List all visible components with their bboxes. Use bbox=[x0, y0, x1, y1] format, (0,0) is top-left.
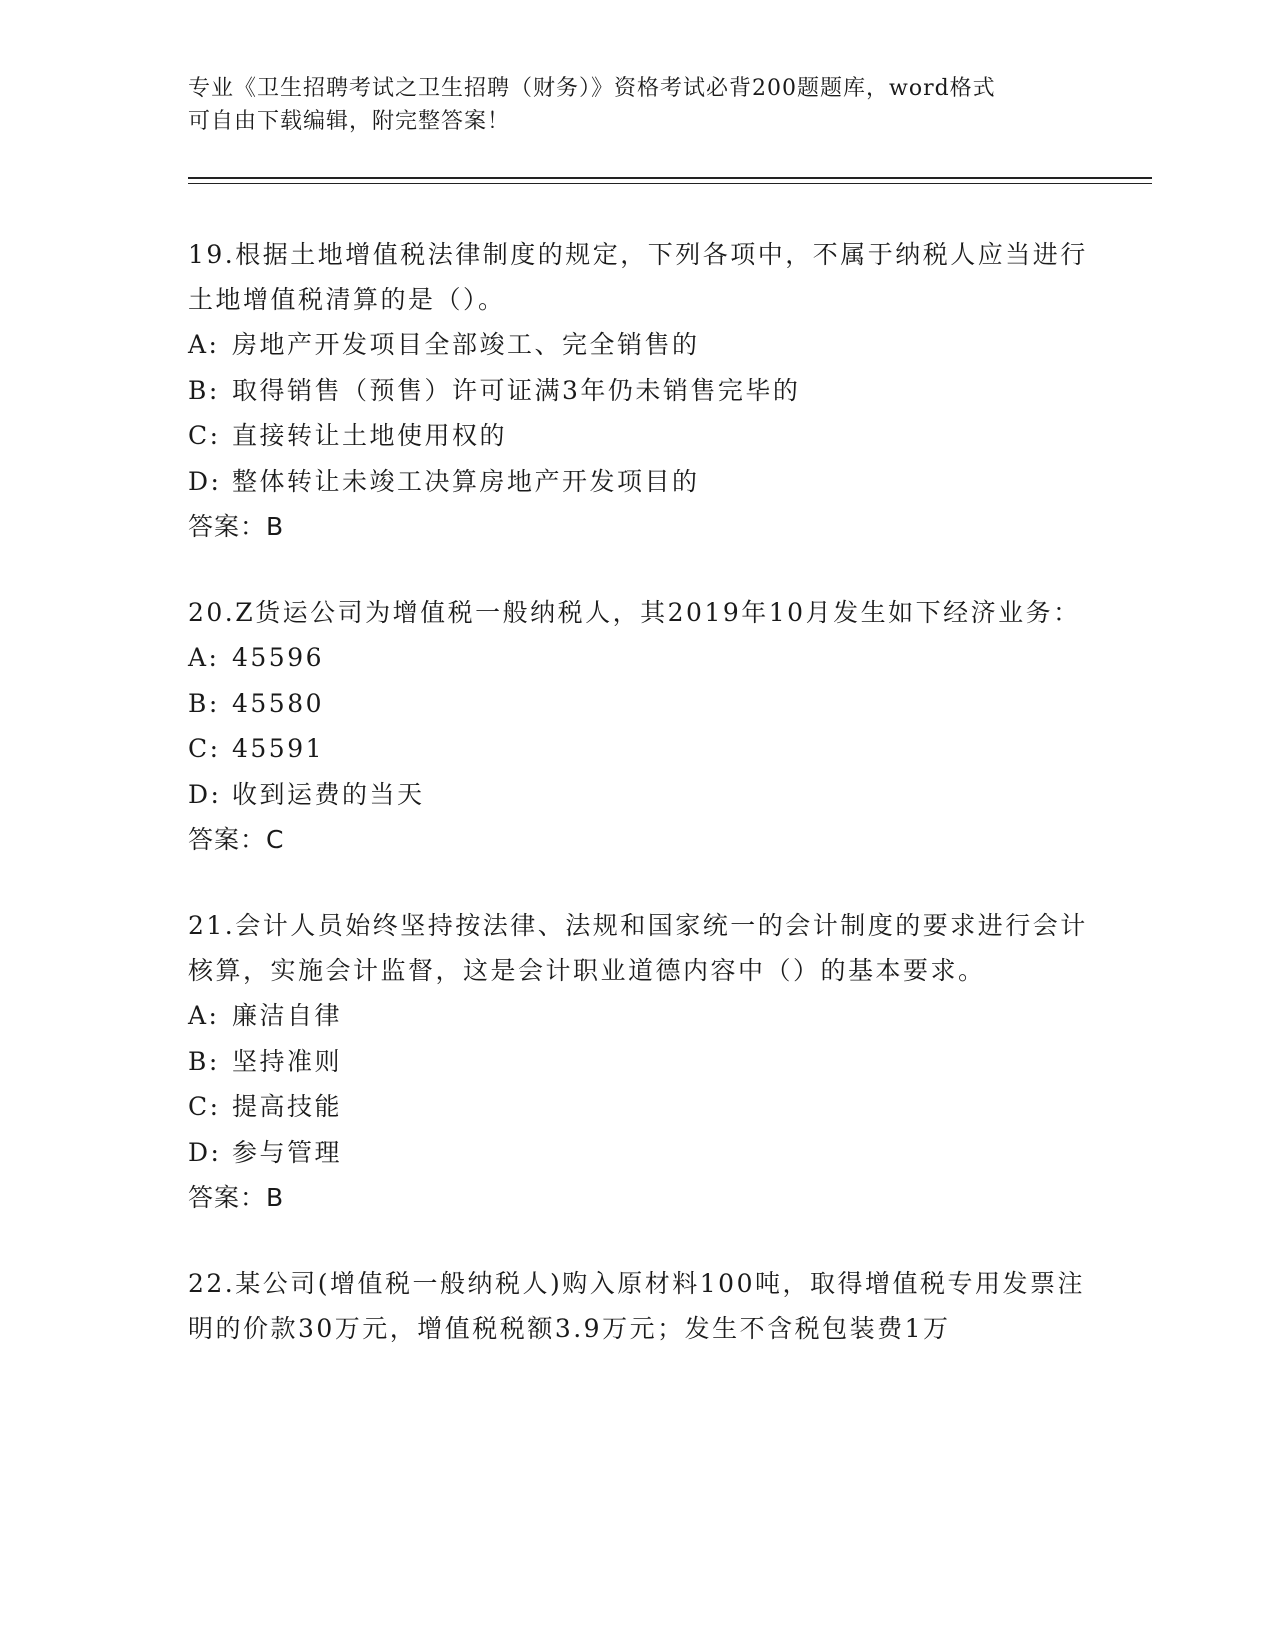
question-list bbox=[188, 232, 1088, 1391]
option-letter: D: bbox=[188, 1137, 222, 1167]
option-letter: A: bbox=[188, 330, 220, 359]
option-letter: B: bbox=[188, 1046, 220, 1076]
option-text: 房地产开发项目全部竣工、完全销售的 bbox=[232, 330, 700, 359]
header-divider bbox=[188, 177, 1152, 179]
option-text: 45596 bbox=[232, 643, 325, 672]
option-letter: D: bbox=[188, 779, 222, 809]
option-b bbox=[188, 681, 1088, 727]
option-letter: A: bbox=[188, 643, 220, 672]
option-text: 坚持准则 bbox=[232, 1046, 343, 1076]
answer-label: 答案：C bbox=[188, 825, 285, 854]
question-19 bbox=[188, 232, 1088, 550]
option-letter: A: bbox=[188, 1001, 220, 1030]
option-letter: B: bbox=[188, 688, 220, 718]
option-text: 收到运费的当天 bbox=[232, 779, 425, 809]
option-text: 提高技能 bbox=[232, 1092, 343, 1121]
option-b bbox=[188, 368, 1088, 414]
question-20 bbox=[188, 590, 1088, 863]
option-letter: D: bbox=[188, 466, 222, 496]
question-stem: 19.根据土地增值税法律制度的规定，下列各项中，不属于纳税人应当进行土地增值税清算的是（）。 bbox=[188, 240, 1088, 314]
option-c bbox=[188, 726, 1088, 772]
option-a bbox=[188, 993, 1088, 1039]
option-letter: C: bbox=[188, 1092, 221, 1121]
option-letter: B: bbox=[188, 375, 220, 405]
option-text: 参与管理 bbox=[232, 1137, 343, 1167]
option-text: 45580 bbox=[232, 688, 325, 718]
option-text: 整体转让未竣工决算房地产开发项目的 bbox=[232, 466, 700, 496]
option-d bbox=[188, 1130, 1088, 1176]
option-d bbox=[188, 459, 1088, 505]
option-d bbox=[188, 772, 1088, 818]
question-22 bbox=[188, 1261, 1088, 1351]
option-text: 廉洁自律 bbox=[232, 1001, 343, 1030]
header-line-1: 专业《卫生招聘考试之卫生招聘（财务）》资格考试必背200题题库，word格式 bbox=[188, 76, 996, 101]
header-divider-thin bbox=[188, 183, 1152, 184]
option-letter: C: bbox=[188, 421, 221, 450]
option-a bbox=[188, 322, 1088, 368]
option-text: 45591 bbox=[232, 734, 325, 763]
option-letter: C: bbox=[188, 734, 221, 763]
option-c bbox=[188, 413, 1088, 459]
option-b bbox=[188, 1039, 1088, 1085]
option-a bbox=[188, 635, 1088, 681]
header-line-2: 可自由下载编辑，附完整答案！ bbox=[188, 109, 511, 134]
document-header bbox=[188, 72, 1068, 138]
question-21 bbox=[188, 903, 1088, 1221]
question-stem: 22.某公司(增值税一般纳税人)购入原材料100吨，取得增值税专用发票注明的价款30万元，增值税税额3.9万元；发生不含税包装费1万 bbox=[188, 1269, 1085, 1343]
question-stem: 20.Z货运公司为增值税一般纳税人，其2019年10月发生如下经济业务： bbox=[188, 598, 1081, 627]
option-c bbox=[188, 1084, 1088, 1130]
answer-label: 答案：B bbox=[188, 512, 285, 541]
option-text: 取得销售（预售）许可证满3年仍未销售完毕的 bbox=[232, 375, 801, 405]
option-text: 直接转让土地使用权的 bbox=[232, 421, 508, 450]
question-stem: 21.会计人员始终坚持按法律、法规和国家统一的会计制度的要求进行会计核算，实施会计监督，这是会计职业道德内容中（）的基本要求。 bbox=[188, 911, 1088, 985]
answer-label: 答案：B bbox=[188, 1183, 285, 1212]
